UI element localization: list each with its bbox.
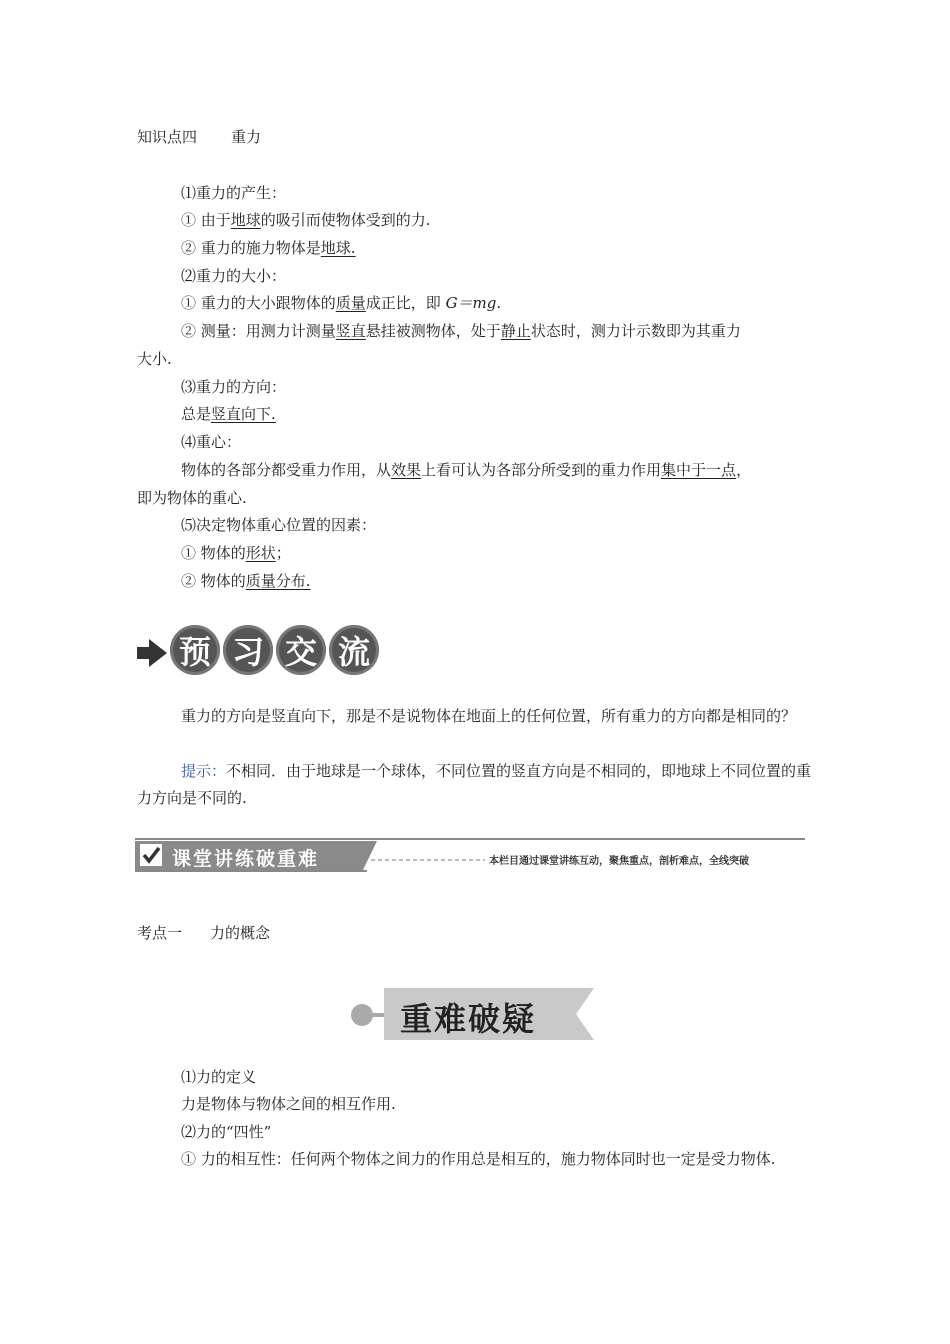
force-mutual-text: ① 力的相互性：任何两个物体之间力的作用总是相互的，施力物体同时也一定是受力物体.: [181, 1150, 776, 1168]
force-def-text: 力是物体与物体之间的相互作用.: [181, 1095, 396, 1113]
size-point-1: [181, 293, 861, 313]
hint-label: 提示：: [181, 762, 227, 780]
blank-answer: 静止: [500, 322, 531, 340]
text: ② 测量：用测力计测量: [181, 322, 336, 340]
blank-answer: 质量: [335, 294, 366, 312]
text: 上看可认为各部分所受到的重力作用: [421, 461, 662, 479]
text: ① 由于: [181, 211, 231, 229]
text: ② 物体的: [181, 572, 246, 590]
factors-heading: ⑸决定物体重心位置的因素：: [181, 516, 377, 534]
size-heading: ⑵重力的大小：: [181, 267, 287, 285]
difficulty-badge-title: 重难破疑: [400, 1000, 537, 1038]
origin-heading: ⑴重力的产生：: [181, 184, 287, 202]
cg-heading: ⑷重心：: [181, 433, 242, 451]
text: ① 重力的大小跟物体的: [181, 294, 336, 312]
cg-text: [181, 460, 861, 480]
section-title: [137, 127, 817, 147]
exam-point-title: [137, 923, 817, 943]
hint-text: 不相同．由于地球是一个球体，不同位置的竖直方向是不相同的，即地球上不同位置的重力方向是不同的.: [137, 762, 812, 807]
exam-point-name: 力的概念: [210, 924, 271, 942]
force-four-heading: ⑵力的“四性”: [181, 1123, 272, 1141]
force-def-heading: ⑴力的定义: [181, 1068, 257, 1086]
banner-char: 习: [223, 625, 273, 675]
blank-answer: 竖直: [335, 322, 366, 340]
text: .: [496, 294, 502, 312]
exam-point-label: 考点一: [137, 924, 183, 942]
blank-answer: 竖直向下.: [211, 405, 276, 423]
text: 总是: [181, 405, 212, 423]
text: ① 物体的: [181, 544, 246, 562]
size-point-2-cont: 大小.: [137, 350, 172, 368]
text: ；: [275, 544, 291, 562]
blank-answer: 地球: [230, 211, 261, 229]
text: 悬挂被测物体，处于: [365, 322, 501, 340]
direction-heading: ⑶重力的方向：: [181, 378, 287, 396]
blank-answer: 质量分布.: [245, 572, 311, 590]
question-text: 重力的方向是竖直向下，那是不是说物体在地面上的任何位置，所有重力的方向都是相同的？: [181, 707, 797, 725]
direction-text: [181, 404, 861, 424]
hint-block: [137, 758, 817, 812]
blank-answer: 集中于一点: [661, 461, 737, 479]
section-name: 重力: [231, 128, 262, 146]
origin-point-2: [181, 238, 861, 258]
blank-answer: 形状: [245, 544, 276, 562]
size-point-2: [181, 321, 861, 341]
checkmark-icon: [140, 844, 162, 866]
banner-char: 预: [170, 625, 220, 675]
blank-answer: 效果: [391, 461, 422, 479]
class-banner-title: 课堂讲练破重难: [172, 848, 320, 870]
section-label: 知识点四: [137, 128, 198, 146]
blank-answer: 地球.: [320, 239, 356, 257]
text: 状态时，测力计示数即为其重力: [530, 322, 741, 340]
preview-banner: [170, 625, 379, 675]
text: 的吸引而使物体受到的力.: [260, 211, 431, 229]
factor-2: [181, 571, 861, 591]
class-banner-note: 本栏目通过课堂讲练互动，聚焦重点，剖析难点，全线突破: [489, 856, 749, 867]
cg-text-cont: 即为物体的重心.: [137, 489, 247, 507]
origin-point-1: [181, 210, 861, 230]
text: ，: [736, 461, 752, 479]
text: ② 重力的施力物体是: [181, 239, 321, 257]
banner-char: 交: [276, 625, 326, 675]
formula: G＝mg: [445, 294, 497, 312]
banner-char: 流: [329, 625, 379, 675]
text: 物体的各部分都受重力作用，从: [181, 461, 392, 479]
factor-1: [181, 543, 861, 563]
text: 成正比，即: [365, 294, 446, 312]
arrow-right-icon: [137, 638, 169, 668]
